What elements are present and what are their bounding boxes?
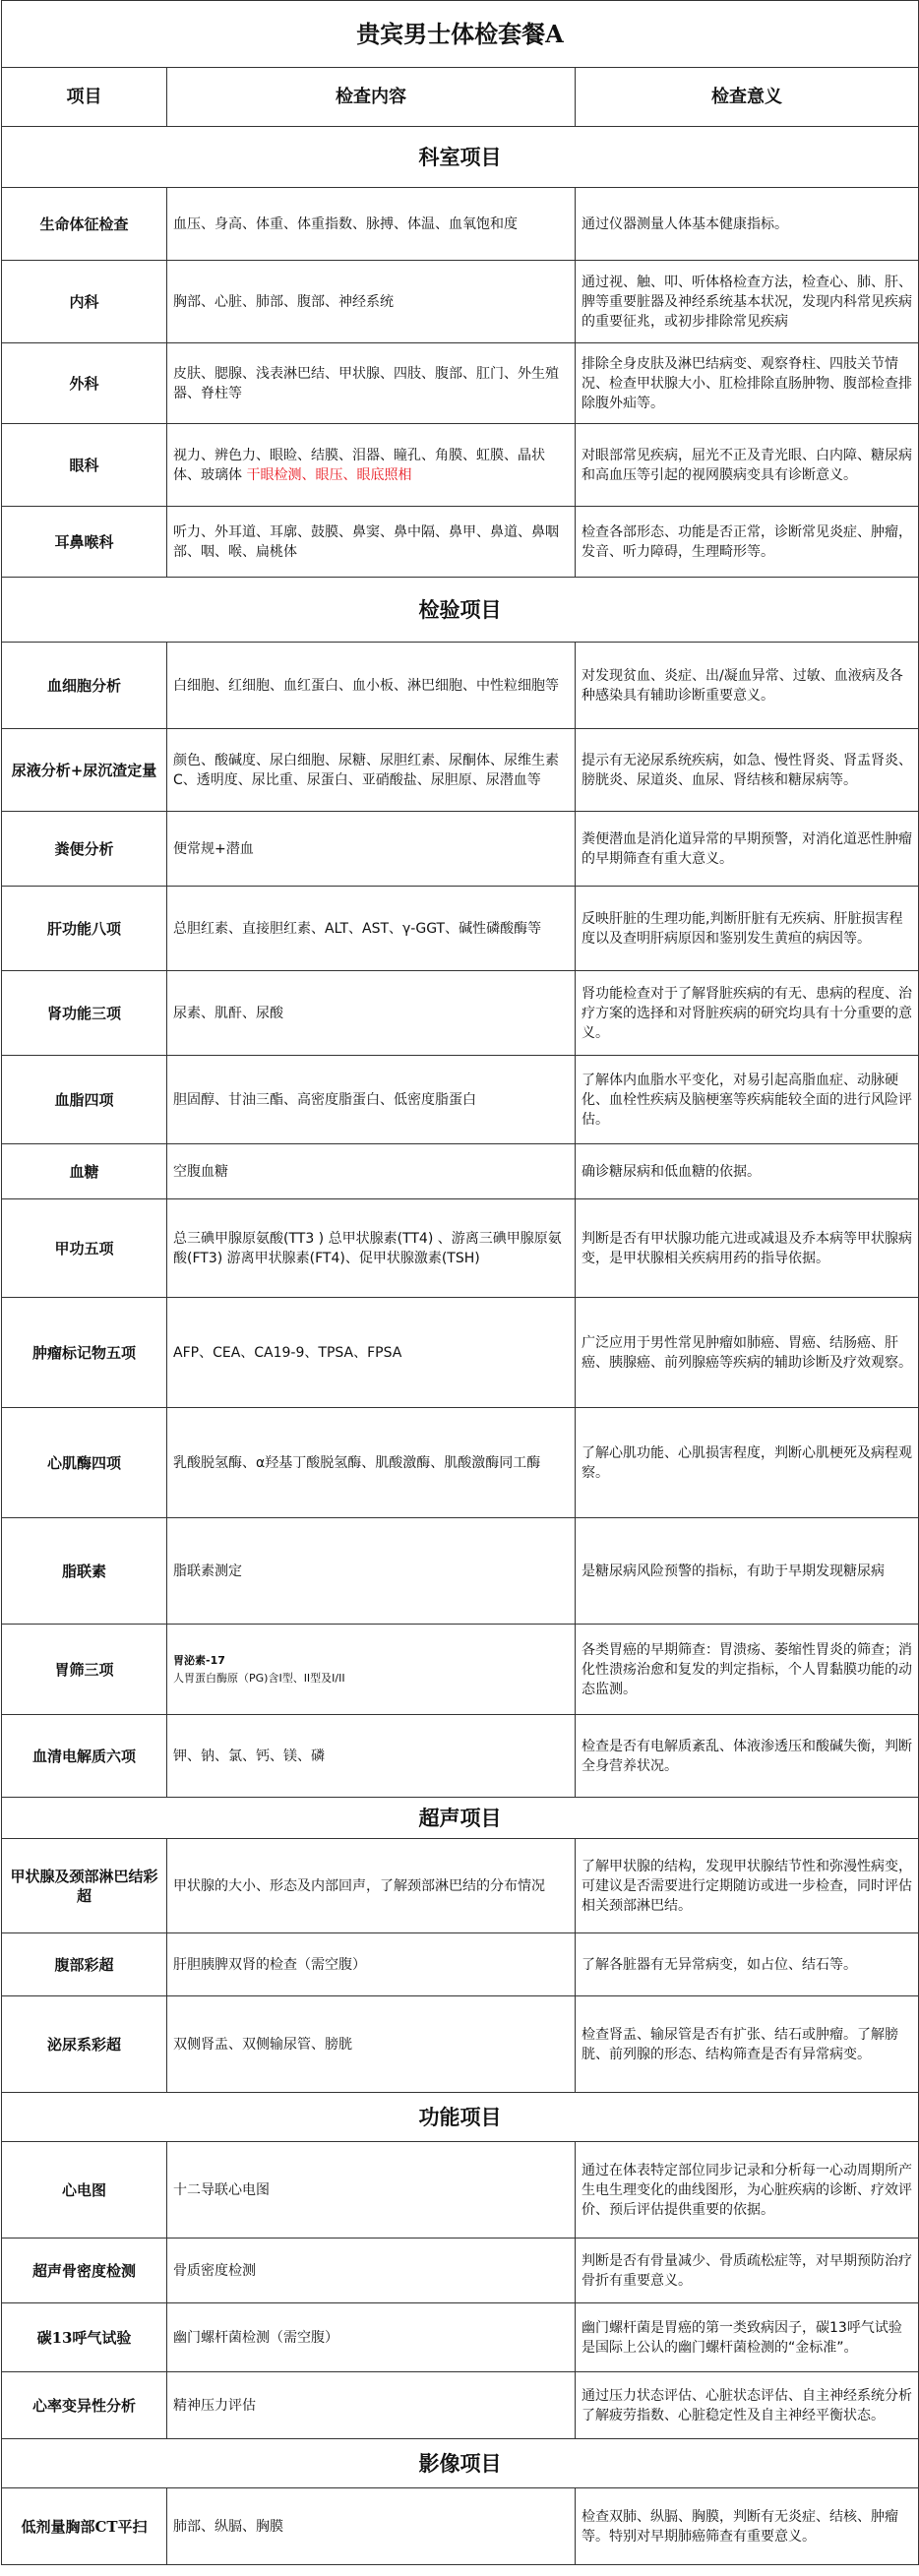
table-row <box>2 1933 919 1996</box>
table-row <box>2 2239 919 2303</box>
page-title: 贵宾男士体检套餐A <box>2 1 919 68</box>
row-item: 血细胞分析 <box>2 643 167 729</box>
section-row <box>2 2093 919 2142</box>
row-item: 甲状腺及颈部淋巴结彩超 <box>2 1839 167 1933</box>
table-row <box>2 643 919 729</box>
row-meaning: 广泛应用于男性常见肿瘤如肺癌、胃癌、结肠癌、肝癌、胰腺癌、前列腺癌等疾病的辅助诊断及疗效观察。 <box>576 1298 919 1408</box>
row-meaning: 粪便潜血是消化道异常的早期预警，对消化道恶性肿瘤的早期筛查有重大意义。 <box>576 812 919 887</box>
row-meaning: 确诊糖尿病和低血糖的依据。 <box>576 1144 919 1199</box>
row-meaning: 幽门螺杆菌是胃癌的第一类致病因子，碳13呼气试验是国际上公认的幽门螺杆菌检测的“金标准”。 <box>576 2303 919 2372</box>
row-item: 心电图 <box>2 2142 167 2239</box>
header-item: 项目 <box>2 68 167 127</box>
section-row <box>2 1798 919 1839</box>
row-item: 眼科 <box>2 424 167 507</box>
row-meaning: 检查是否有电解质紊乱、体液渗透压和酸碱失衡，判断全身营养状况。 <box>576 1715 919 1798</box>
row-item: 生命体征检查 <box>2 188 167 261</box>
row-content: 幽门螺杆菌检测（需空腹） <box>167 2303 576 2372</box>
row-item: 超声骨密度检测 <box>2 2239 167 2303</box>
table-row <box>2 2372 919 2439</box>
row-item: 耳鼻喉科 <box>2 507 167 578</box>
row-content <box>167 424 576 507</box>
row-meaning: 对眼部常见疾病，屈光不正及青光眼、白内障、糖尿病和高血压等引起的视网膜病变具有诊断意义。 <box>576 424 919 507</box>
row-item: 脂联素 <box>2 1518 167 1625</box>
row-content: 十二导联心电图 <box>167 2142 576 2239</box>
row-item: 内科 <box>2 261 167 343</box>
row-content: 颜色、酸碱度、尿白细胞、尿糖、尿胆红素、尿酮体、尿维生素C、透明度、尿比重、尿蛋白、亚硝酸盐、尿胆原、尿潜血等 <box>167 729 576 812</box>
row-content: 精神压力评估 <box>167 2372 576 2439</box>
row-meaning: 判断是否有甲状腺功能亢进或减退及乔本病等甲状腺病变，是甲状腺相关疾病用药的指导依据。 <box>576 1199 919 1298</box>
row-meaning: 反映肝脏的生理功能,判断肝脏有无疾病、肝脏损害程度以及查明肝病原因和鉴别发生黄疸的病因等。 <box>576 887 919 971</box>
title-row <box>2 1 919 68</box>
table-row <box>2 343 919 424</box>
row-content: 钾、钠、氯、钙、镁、磷 <box>167 1715 576 1798</box>
row-content: 骨质密度检测 <box>167 2239 576 2303</box>
row-content: 总三碘甲腺原氨酸(TT3 ) 总甲状腺素(TT4) 、游离三碘甲腺原氨酸(FT3) 游离甲状腺素(FT4)、促甲状腺激素(TSH) <box>167 1199 576 1298</box>
section-row <box>2 2439 919 2488</box>
row-meaning: 判断是否有骨量减少、骨质疏松症等，对早期预防治疗骨折有重要意义。 <box>576 2239 919 2303</box>
row-content: 皮肤、腮腺、浅表淋巴结、甲状腺、四肢、腹部、肛门、外生殖器、脊柱等 <box>167 343 576 424</box>
row-meaning: 各类胃癌的早期筛查：胃溃疡、萎缩性胃炎的筛查；消化性溃疡治愈和复发的判定指标，个人胃黏膜功能的动态监测。 <box>576 1625 919 1715</box>
section-row <box>2 127 919 188</box>
row-item: 尿液分析+尿沉渣定量 <box>2 729 167 812</box>
row-content: 听力、外耳道、耳廓、鼓膜、鼻窦、鼻中隔、鼻甲、鼻道、鼻咽部、咽、喉、扁桃体 <box>167 507 576 578</box>
row-meaning: 排除全身皮肤及淋巴结病变、观察脊柱、四肢关节情况、检查甲状腺大小、肛检排除直肠肿物、腹部检查排除腹外疝等。 <box>576 343 919 424</box>
row-content: 双侧肾盂、双侧输尿管、膀胱 <box>167 1996 576 2093</box>
row-content: 胸部、心脏、肺部、腹部、神经系统 <box>167 261 576 343</box>
row-content: 甲状腺的大小、形态及内部回声，了解颈部淋巴结的分布情况 <box>167 1839 576 1933</box>
table-row <box>2 188 919 261</box>
section-row <box>2 578 919 643</box>
row-content: 脂联素测定 <box>167 1518 576 1625</box>
row-meaning: 了解心肌功能、心肌损害程度，判断心肌梗死及病程观察。 <box>576 1408 919 1518</box>
row-item: 肾功能三项 <box>2 971 167 1056</box>
row-meaning: 了解各脏器有无异常病变，如占位、结石等。 <box>576 1933 919 1996</box>
row-item: 肝功能八项 <box>2 887 167 971</box>
table-row <box>2 1996 919 2093</box>
row-meaning: 了解体内血脂水平变化，对易引起高脂血症、动脉硬化、血栓性疾病及脑梗塞等疾病能较全面的进行风险评估。 <box>576 1056 919 1144</box>
checkup-package-page <box>1 0 918 2565</box>
table-row <box>2 1144 919 1199</box>
row-content-highlight: 干眼检测、眼压、眼底照相 <box>246 466 412 483</box>
row-item: 胃筛三项 <box>2 1625 167 1715</box>
row-meaning: 通过压力状态评估、心脏状态评估、自主神经系统分析了解疲劳指数、心脏稳定性及自主神经平衡状态。 <box>576 2372 919 2439</box>
row-meaning: 通过仪器测量人体基本健康指标。 <box>576 188 919 261</box>
row-item: 肿瘤标记物五项 <box>2 1298 167 1408</box>
section-title: 超声项目 <box>2 1798 919 1839</box>
section-title: 功能项目 <box>2 2093 919 2142</box>
table-row <box>2 1056 919 1144</box>
row-content: 总胆红素、直接胆红素、ALT、AST、γ-GGT、碱性磷酸酶等 <box>167 887 576 971</box>
row-content: 肺部、纵膈、胸膜 <box>167 2488 576 2565</box>
row-item: 粪便分析 <box>2 812 167 887</box>
table-row <box>2 729 919 812</box>
table-row <box>2 1715 919 1798</box>
table-row <box>2 971 919 1056</box>
row-meaning: 通过视、触、叩、听体格检查方法，检查心、肺、肝、脾等重要脏器及神经系统基本状况，发现内科常见疾病的重要征兆，或初步排除常见疾病 <box>576 261 919 343</box>
row-meaning: 是糖尿病风险预警的指标，有助于早期发现糖尿病 <box>576 1518 919 1625</box>
row-item: 血脂四项 <box>2 1056 167 1144</box>
section-title: 检验项目 <box>2 578 919 643</box>
row-content: 便常规+潜血 <box>167 812 576 887</box>
table-row <box>2 887 919 971</box>
row-meaning: 检查各部形态、功能是否正常，诊断常见炎症、肿瘤，发音、听力障碍，生理畸形等。 <box>576 507 919 578</box>
row-content: 肝胆胰脾双肾的检查（需空腹） <box>167 1933 576 1996</box>
row-meaning: 检查双肺、纵膈、胸膜，判断有无炎症、结核、肿瘤等。特别对早期肺癌筛查有重要意义。 <box>576 2488 919 2565</box>
row-meaning: 提示有无泌尿系统疾病，如急、慢性肾炎、肾盂肾炎、膀胱炎、尿道炎、血尿、肾结核和糖尿病等。 <box>576 729 919 812</box>
table-row <box>2 2142 919 2239</box>
row-item: 腹部彩超 <box>2 1933 167 1996</box>
row-content-text: 人胃蛋白酶原（PG)含I型、II型及I/II <box>173 1671 345 1685</box>
row-item: 低剂量胸部CT平扫 <box>2 2488 167 2565</box>
table-row <box>2 1408 919 1518</box>
row-item: 泌尿系彩超 <box>2 1996 167 2093</box>
row-content: 乳酸脱氢酶、α羟基丁酸脱氢酶、肌酸激酶、肌酸激酶同工酶 <box>167 1408 576 1518</box>
table-row <box>2 1298 919 1408</box>
table-row <box>2 1625 919 1715</box>
table-row <box>2 1839 919 1933</box>
table-row <box>2 812 919 887</box>
row-item: 血清电解质六项 <box>2 1715 167 1798</box>
header-row <box>2 68 919 127</box>
table-row <box>2 1518 919 1625</box>
row-content: 尿素、肌酐、尿酸 <box>167 971 576 1056</box>
row-content: 白细胞、红细胞、血红蛋白、血小板、淋巴细胞、中性粒细胞等 <box>167 643 576 729</box>
table-row <box>2 2488 919 2565</box>
table-row <box>2 1199 919 1298</box>
section-title: 科室项目 <box>2 127 919 188</box>
row-item: 心肌酶四项 <box>2 1408 167 1518</box>
row-content: AFP、CEA、CA19-9、TPSA、FPSA <box>167 1298 576 1408</box>
row-content: 胆固醇、甘油三酯、高密度脂蛋白、低密度脂蛋白 <box>167 1056 576 1144</box>
row-content-text: 视力、辨色力、眼睑、结膜、泪器、瞳孔、角膜、虹膜、晶状体、玻璃体 <box>173 447 545 483</box>
header-meaning: 检查意义 <box>576 68 919 127</box>
table-row <box>2 507 919 578</box>
row-content: 空腹血糖 <box>167 1144 576 1199</box>
table-row <box>2 2303 919 2372</box>
row-item: 甲功五项 <box>2 1199 167 1298</box>
table-row <box>2 261 919 343</box>
checkup-table <box>1 0 919 2565</box>
row-item: 心率变异性分析 <box>2 2372 167 2439</box>
row-item: 外科 <box>2 343 167 424</box>
row-meaning: 肾功能检查对于了解肾脏疾病的有无、患病的程度、治疗方案的选择和对肾脏疾病的研究均具有十分重要的意义。 <box>576 971 919 1056</box>
table-row <box>2 424 919 507</box>
row-meaning: 检查肾盂、输尿管是否有扩张、结石或肿瘤。了解膀胱、前列腺的形态、结构筛查是否有异常病变。 <box>576 1996 919 2093</box>
row-meaning: 对发现贫血、炎症、出/凝血异常、过敏、血液病及各种感染具有辅助诊断重要意义。 <box>576 643 919 729</box>
row-item: 碳13呼气试验 <box>2 2303 167 2372</box>
row-content: 血压、身高、体重、体重指数、脉搏、体温、血氧饱和度 <box>167 188 576 261</box>
row-meaning: 了解甲状腺的结构，发现甲状腺结节性和弥漫性病变，可建议是否需要进行定期随访或进一步检查，同时评估相关颈部淋巴结。 <box>576 1839 919 1933</box>
row-content-bold: 胃泌素-17 <box>173 1653 225 1667</box>
header-content: 检查内容 <box>167 68 576 127</box>
row-item: 血糖 <box>2 1144 167 1199</box>
row-content <box>167 1625 576 1715</box>
row-meaning: 通过在体表特定部位同步记录和分析每一心动周期所产生电生理变化的曲线图形，为心脏疾病的诊断、疗效评价、预后评估提供重要的依据。 <box>576 2142 919 2239</box>
section-title: 影像项目 <box>2 2439 919 2488</box>
